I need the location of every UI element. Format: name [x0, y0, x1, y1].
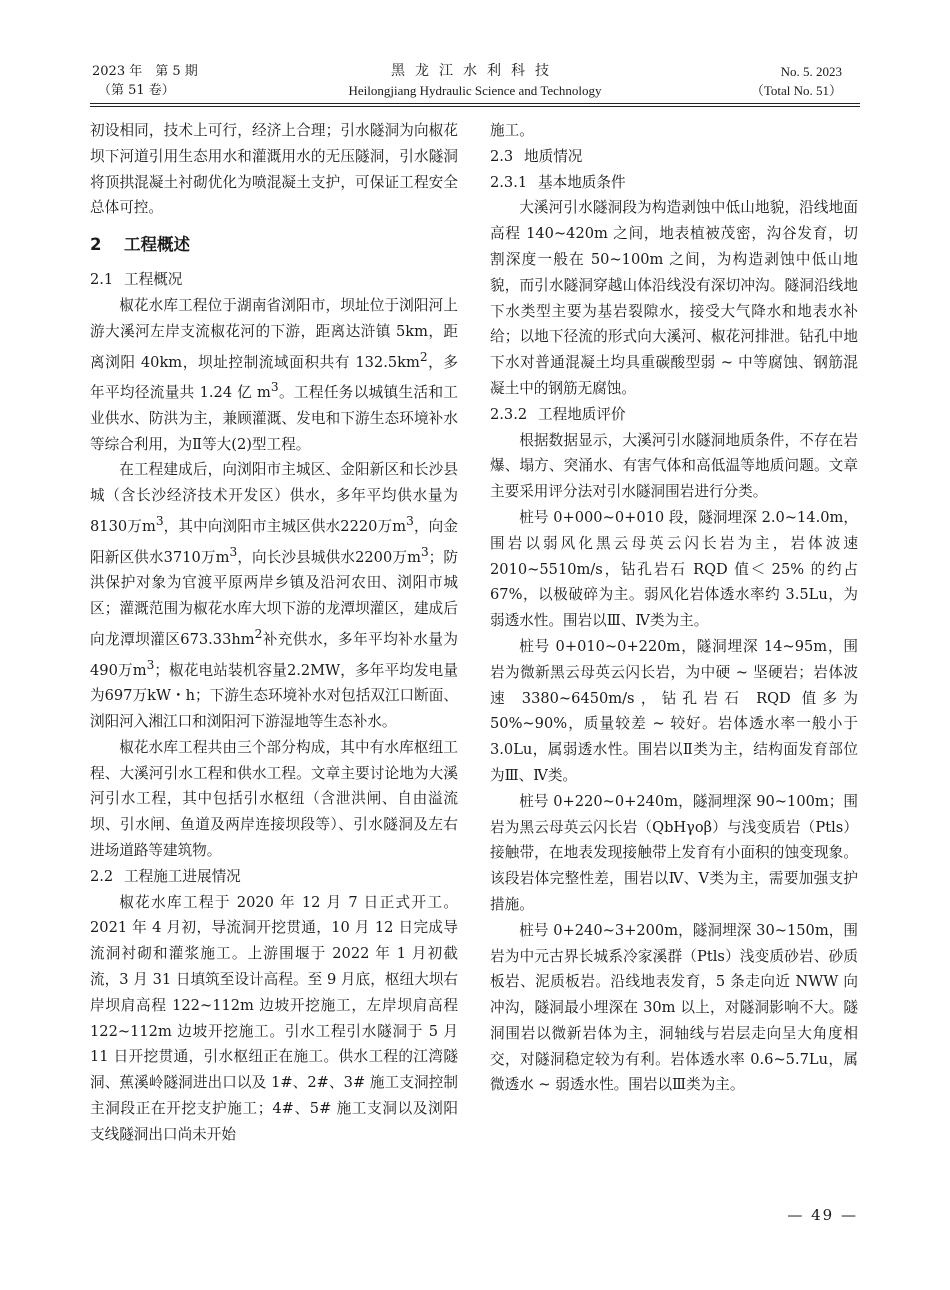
paragraph-geology-evaluation: 根据数据显示，大溪河引水隧洞地质条件，不存在岩爆、塌方、突涌水、有害气体和高低温等地质问题。文章主要采用评分法对引水隧洞围岩进行分类。: [490, 431, 858, 501]
header-issue-no: No. 5. 2023: [780, 64, 842, 79]
section-number: 2.2: [90, 867, 114, 885]
section-title: 工程施工进展情况: [124, 867, 241, 885]
section-2-2-heading: [90, 864, 458, 890]
section-number: 2.3.2: [490, 405, 528, 423]
section-title: 工程地质评价: [538, 405, 626, 423]
paragraph-station-0-000: 桩号 0+000~0+010 段，隧洞埋深 2.0~14.0m，围岩以弱风化黑云母英云闪长岩为主，岩体波速 2010~5510m/s，钻孔岩石 RQD 值＜ 25% 的约占 67%，以极破碎为主。弱风化岩体透水率约 3.5Lu，为弱透水性。围岩以Ⅲ、Ⅳ类为主。: [490, 508, 858, 630]
page-number: — 49 —: [787, 1206, 858, 1224]
section-title: 工程概述: [124, 235, 190, 255]
journal-title-en: Heilongjiang Hydraulic Science and Technology: [348, 83, 602, 98]
header-year-issue: 2023 年 第 5 期: [92, 64, 198, 79]
header-volume: （第 51 卷）: [98, 83, 175, 98]
paragraph-construction-progress: 椒花水库工程于 2020 年 12 月 7 日正式开工。2021 年 4 月初，导流洞开挖贯通，10 月 12 日完成导流洞衬砌和灌浆施工。上游围堰于 2022 年 1 月初截流，3 月 31 日填筑至设计高程。至 9 月底，枢纽大坝右岸坝肩高程 122~112m 边坡开挖施工，左岸坝肩高程 122~112m 边坡开挖施工。引水工程引水隧洞于 5 月 11 日开挖贯通，引水枢纽正在施工。供水工程的江湾隧洞、蕉溪岭隧洞进出口以及 1#、2#、3# 施工支洞控制主洞段正在开挖支护施工；4#、5# 施工支洞以及浏阳支线隧洞出口尚未开始: [90, 893, 458, 1143]
header-rule-bottom: [90, 106, 860, 107]
header-rule-top: [90, 103, 860, 104]
running-header-right: [751, 62, 842, 100]
section-2-3-1-heading: [490, 170, 858, 196]
section-2-3-2-heading: [490, 402, 858, 428]
right-column: [490, 118, 858, 1098]
section-number: 2.3: [490, 147, 514, 165]
header-total-no: （Total No. 51）: [750, 83, 842, 98]
section-2-3-heading: [490, 144, 858, 170]
section-title: 工程概况: [124, 271, 183, 289]
section-title: 地质情况: [524, 147, 583, 165]
section-number: 2: [90, 235, 102, 255]
paragraph-station-0-220: 桩号 0+220~0+240m，隧洞埋深 90~100m；围岩为黑云母英云闪长岩（QbHγοβ）与浅变质岩（Ptls）接触带，在地表发现接触带上发育有小面积的蚀变现象。该段岩体完整性差，围岩以Ⅳ、Ⅴ类为主，需要加强支护措施。: [490, 792, 858, 913]
section-number: 2.3.1: [490, 173, 528, 191]
intro-continuation: 初设相同，技术上可行，经济上合理；引水隧洞为向椒花坝下河道引用生态用水和灌溉用水的无压隧洞，引水隧洞将顶拱混凝土衬砌优化为喷混凝土支护，可保证工程安全总体可控。: [90, 122, 458, 217]
paragraph-water-supply: 在工程建成后，向浏阳市主城区、金阳新区和长沙县城（含长沙经济技术开发区）供水，多年平均供水量为8130万$m^3$，其中向浏阳市主城区供水2220万$m^3$，向金阳新区供水3710万$m^3$，向长沙县城供水2200万$m^3$；防洪保护对象为官渡平原两岸乡镇及沿河农田、浏阳市城区；灌溉范围为椒花水库大坝下游的龙潭坝灌区，建成后向龙潭坝灌区$673.33hm^2$补充供水，多年平均补水量为490万$m^3$；椒花电站装机容量2.2MW，多年平均发电量为697万kW・h；下游生态环境补水对包括双江口断面、浏阳河入湘江口和浏阳河下游湿地等生态补水。: [90, 461, 458, 731]
paragraph-station-0-240: 桩号 0+240~3+200m，隧洞埋深 30~150m，围岩为中元古界长城系冷家溪群（Ptls）浅变质砂岩、砂质板岩、泥质板岩。沿线地表发育，5 条走向近 NWW 向冲沟，隧洞最小埋深在 30m 以上，对隧洞影响不大。隧洞围岩以微新岩体为主，洞轴线与岩层走向呈大角度相交，对隧洞稳定较为有利。岩体透水率 0.6~5.7Lu，属微透水 ~ 弱透水性。围岩以Ⅲ类为主。: [490, 921, 858, 1094]
left-column: [90, 118, 458, 1148]
paragraph-project-components: 椒花水库工程共由三个部分构成，其中有水库枢纽工程、大溪河引水工程和供水工程。文章主要讨论地为大溪河引水工程，其中包括引水枢纽（含泄洪闸、自由溢流坝、引水闸、鱼道及两岸连接坝段等）、引水隧洞及左右进场道路等建筑物。: [90, 738, 458, 860]
journal-title-cn: 黑龙江水利科技: [391, 63, 559, 79]
section-title: 基本地质条件: [538, 173, 626, 191]
paragraph-continuation: 施工。: [490, 122, 534, 139]
paragraph-station-0-010: 桩号 0+010~0+220m，隧洞埋深 14~95m，围岩为微新黑云母英云闪长岩，为中硬 ~ 坚硬岩；岩体波速 3380~6450m/s，钻孔岩石 RQD 值多为 50%~90%，质量较差 ~ 较好。岩体透水率一般小于 3.0Lu，属弱透水性。围岩以Ⅱ类为主，结构面发育部位为Ⅲ、Ⅳ类。: [490, 637, 858, 784]
section-2-1-heading: [90, 267, 458, 293]
section-number: 2.1: [90, 271, 114, 289]
paragraph-basic-geology: 大溪河引水隧洞段为构造剥蚀中低山地貌，沿线地面高程 140~420m 之间，地表植被茂密，沟谷发育，切割深度一般在 50~100m 之间，为构造剥蚀中低山地貌，而引水隧洞穿越山体沿线没有深切冲沟。隧洞沿线地下水类型主要为基岩裂隙水，接受大气降水和地表水补给；以地下径流的形式向大溪河、椒花河排泄。钻孔中地下水对普通混凝土均具重碳酸型弱 ~ 中等腐蚀、钢筋混凝土中的钢筋无腐蚀。: [490, 199, 858, 397]
paragraph-project-location: 椒花水库工程位于湖南省浏阳市，坝址位于浏阳河上游大溪河左岸支流椒花河的下游，距离达浒镇 5km，距离浏阳 40km，坝址控制流域面积共有 $132.5km^2$，多年平均径流量共 1.24 亿 $m^3$。工程任务以城镇生活和工业供水、防洪为主，兼顾灌溉、发电和下游生态环境补水等综合利用，为Ⅱ等大(2)型工程。: [90, 296, 458, 453]
section-2-heading: [90, 234, 458, 256]
